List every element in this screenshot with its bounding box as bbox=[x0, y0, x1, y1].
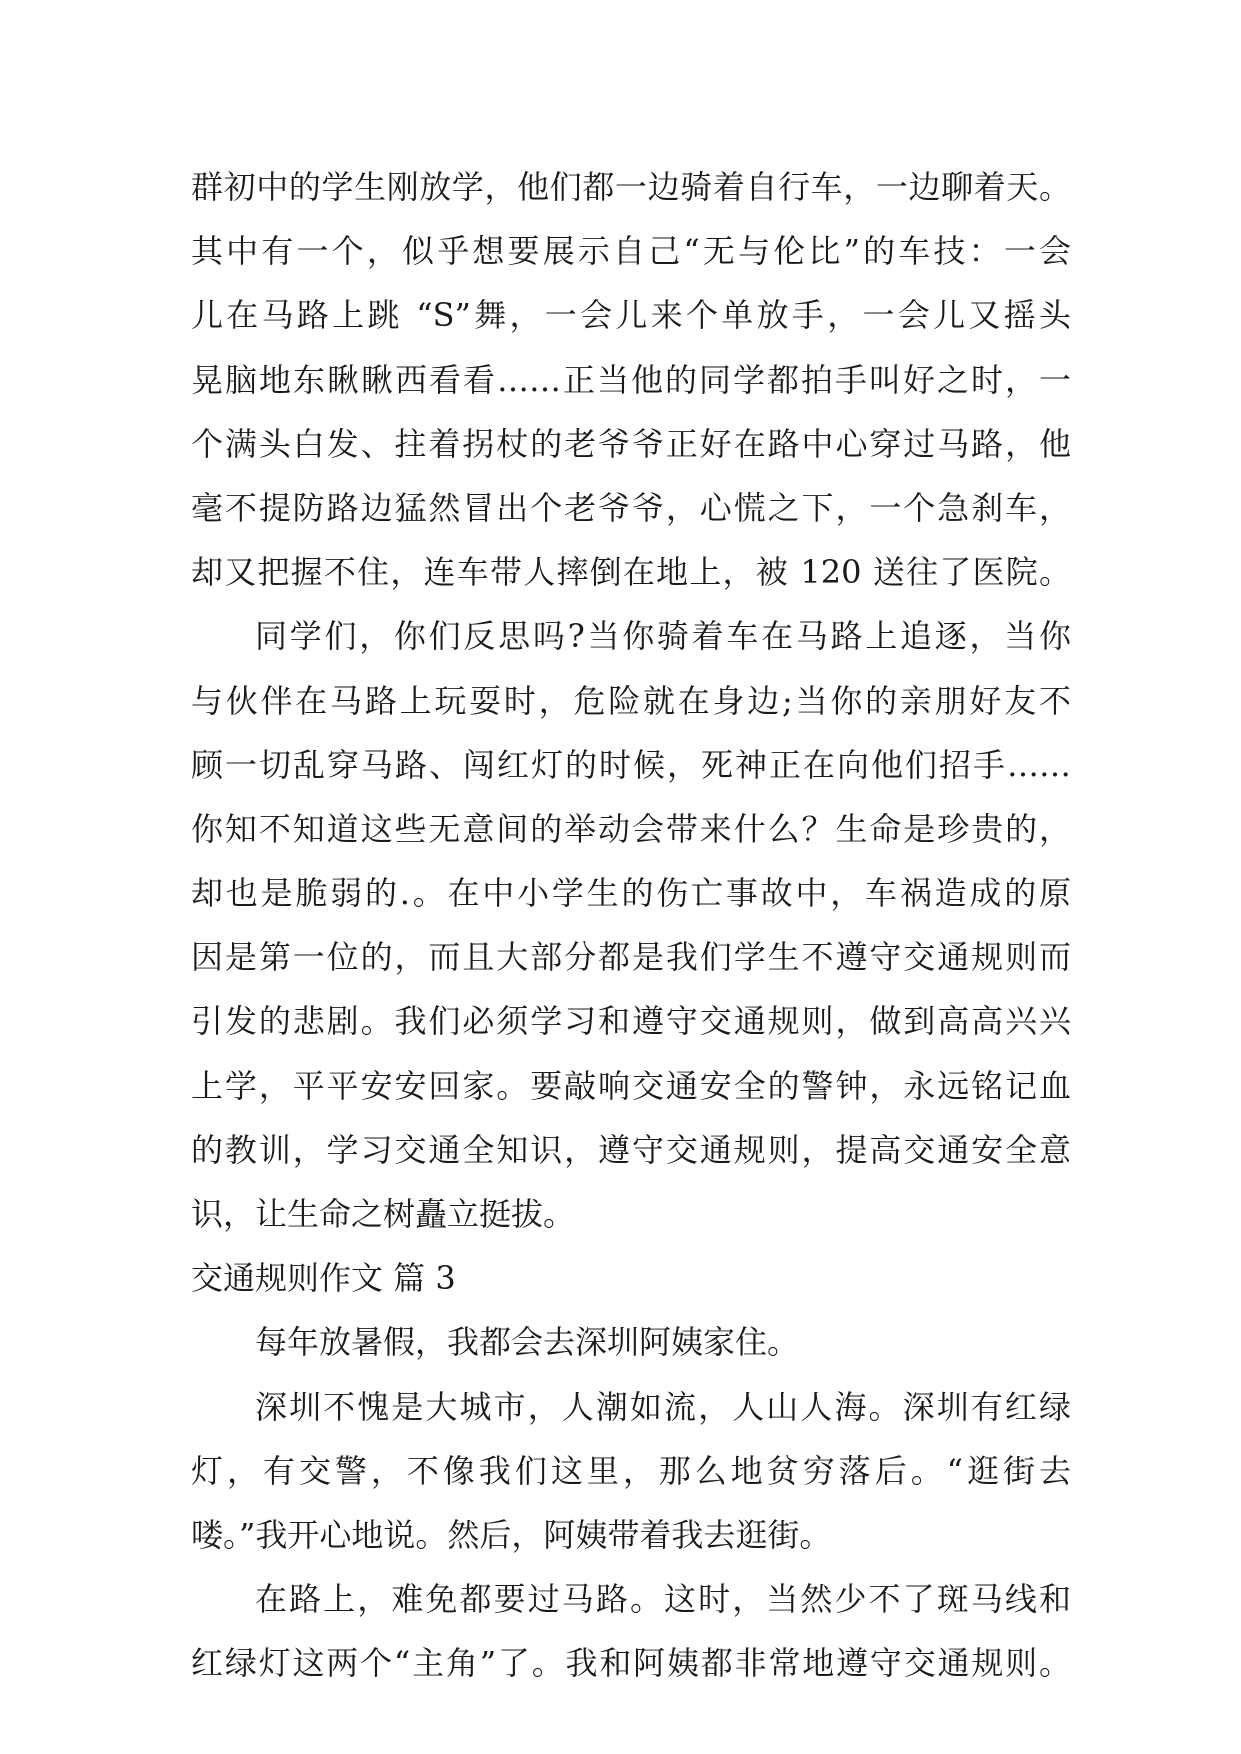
text-line: 红绿灯这两个“主角”了。我和阿姨都非常地遵守交通规则。 bbox=[191, 1644, 1071, 1683]
text-line: 灯，有交警，不像我们这里，那么地贫穷落后。“逛街去 bbox=[191, 1451, 1071, 1490]
text-line: 你知不知道这些无意间的举动会带来什么？生命是珍贵的， bbox=[191, 809, 1071, 848]
text-line: 群初中的学生刚放学，他们都一边骑着自行车，一边聊着天。 bbox=[191, 168, 1071, 206]
text-line: 却也是脆弱的.。在中小学生的伤亡事故中，车祸造成的原 bbox=[191, 874, 1071, 913]
text-line: 每年放暑假，我都会去深圳阿姨家住。 bbox=[255, 1323, 800, 1362]
text-line: 同学们，你们反思吗?当你骑着车在马路上追逐，当你 bbox=[255, 617, 1071, 656]
text-line: 与伙伴在马路上玩耍时，危险就在身边;当你的亲朋好友不 bbox=[191, 681, 1071, 720]
text-line: 因是第一位的，而且大部分都是我们学生不遵守交通规则而 bbox=[191, 938, 1071, 977]
text-line: 的教训，学习交通全知识，遵守交通规则，提高交通安全意 bbox=[191, 1130, 1071, 1169]
text-line: 个满头白发、拄着拐杖的老爷爷正好在路中心穿过马路，他 bbox=[191, 424, 1071, 463]
text-line: 顾一切乱穿马路、闯红灯的时候，死神正在向他们招手…… bbox=[191, 745, 1071, 784]
text-line: 毫不提防路边猛然冒出个老爷爷，心慌之下，一个急刹车， bbox=[191, 488, 1071, 527]
text-line: 深圳不愧是大城市，人潮如流，人山人海。深圳有红绿 bbox=[255, 1387, 1071, 1426]
text-line: 喽。”我开心地说。然后，阿姨带着我去逛街。 bbox=[191, 1515, 832, 1554]
text-line: 儿在马路上跳 “S”舞，一会儿来个单放手，一会儿又摇头 bbox=[191, 296, 1071, 335]
text-line: 上学，平平安安回家。要敲响交通安全的警钟，永远铭记血 bbox=[191, 1066, 1071, 1105]
text-line: 识，让生命之树矗立挺拔。 bbox=[191, 1195, 576, 1233]
section-heading: 交通规则作文 篇 3 bbox=[191, 1259, 456, 1298]
document-body bbox=[191, 155, 1071, 1696]
text-line: 却又把握不住，连车带人摔倒在地上，被 120 送往了医院。 bbox=[191, 553, 1071, 592]
text-line: 晃脑地东瞅瞅西看看……正当他的同学都拍手叫好之时，一 bbox=[191, 360, 1071, 399]
text-line: 其中有一个，似乎想要展示自己“无与伦比”的车技：一会 bbox=[191, 232, 1071, 271]
text-line: 在路上，难免都要过马路。这时，当然少不了斑马线和 bbox=[255, 1580, 1071, 1619]
text-line: 引发的悲剧。我们必须学习和遵守交通规则，做到高高兴兴 bbox=[191, 1002, 1071, 1041]
